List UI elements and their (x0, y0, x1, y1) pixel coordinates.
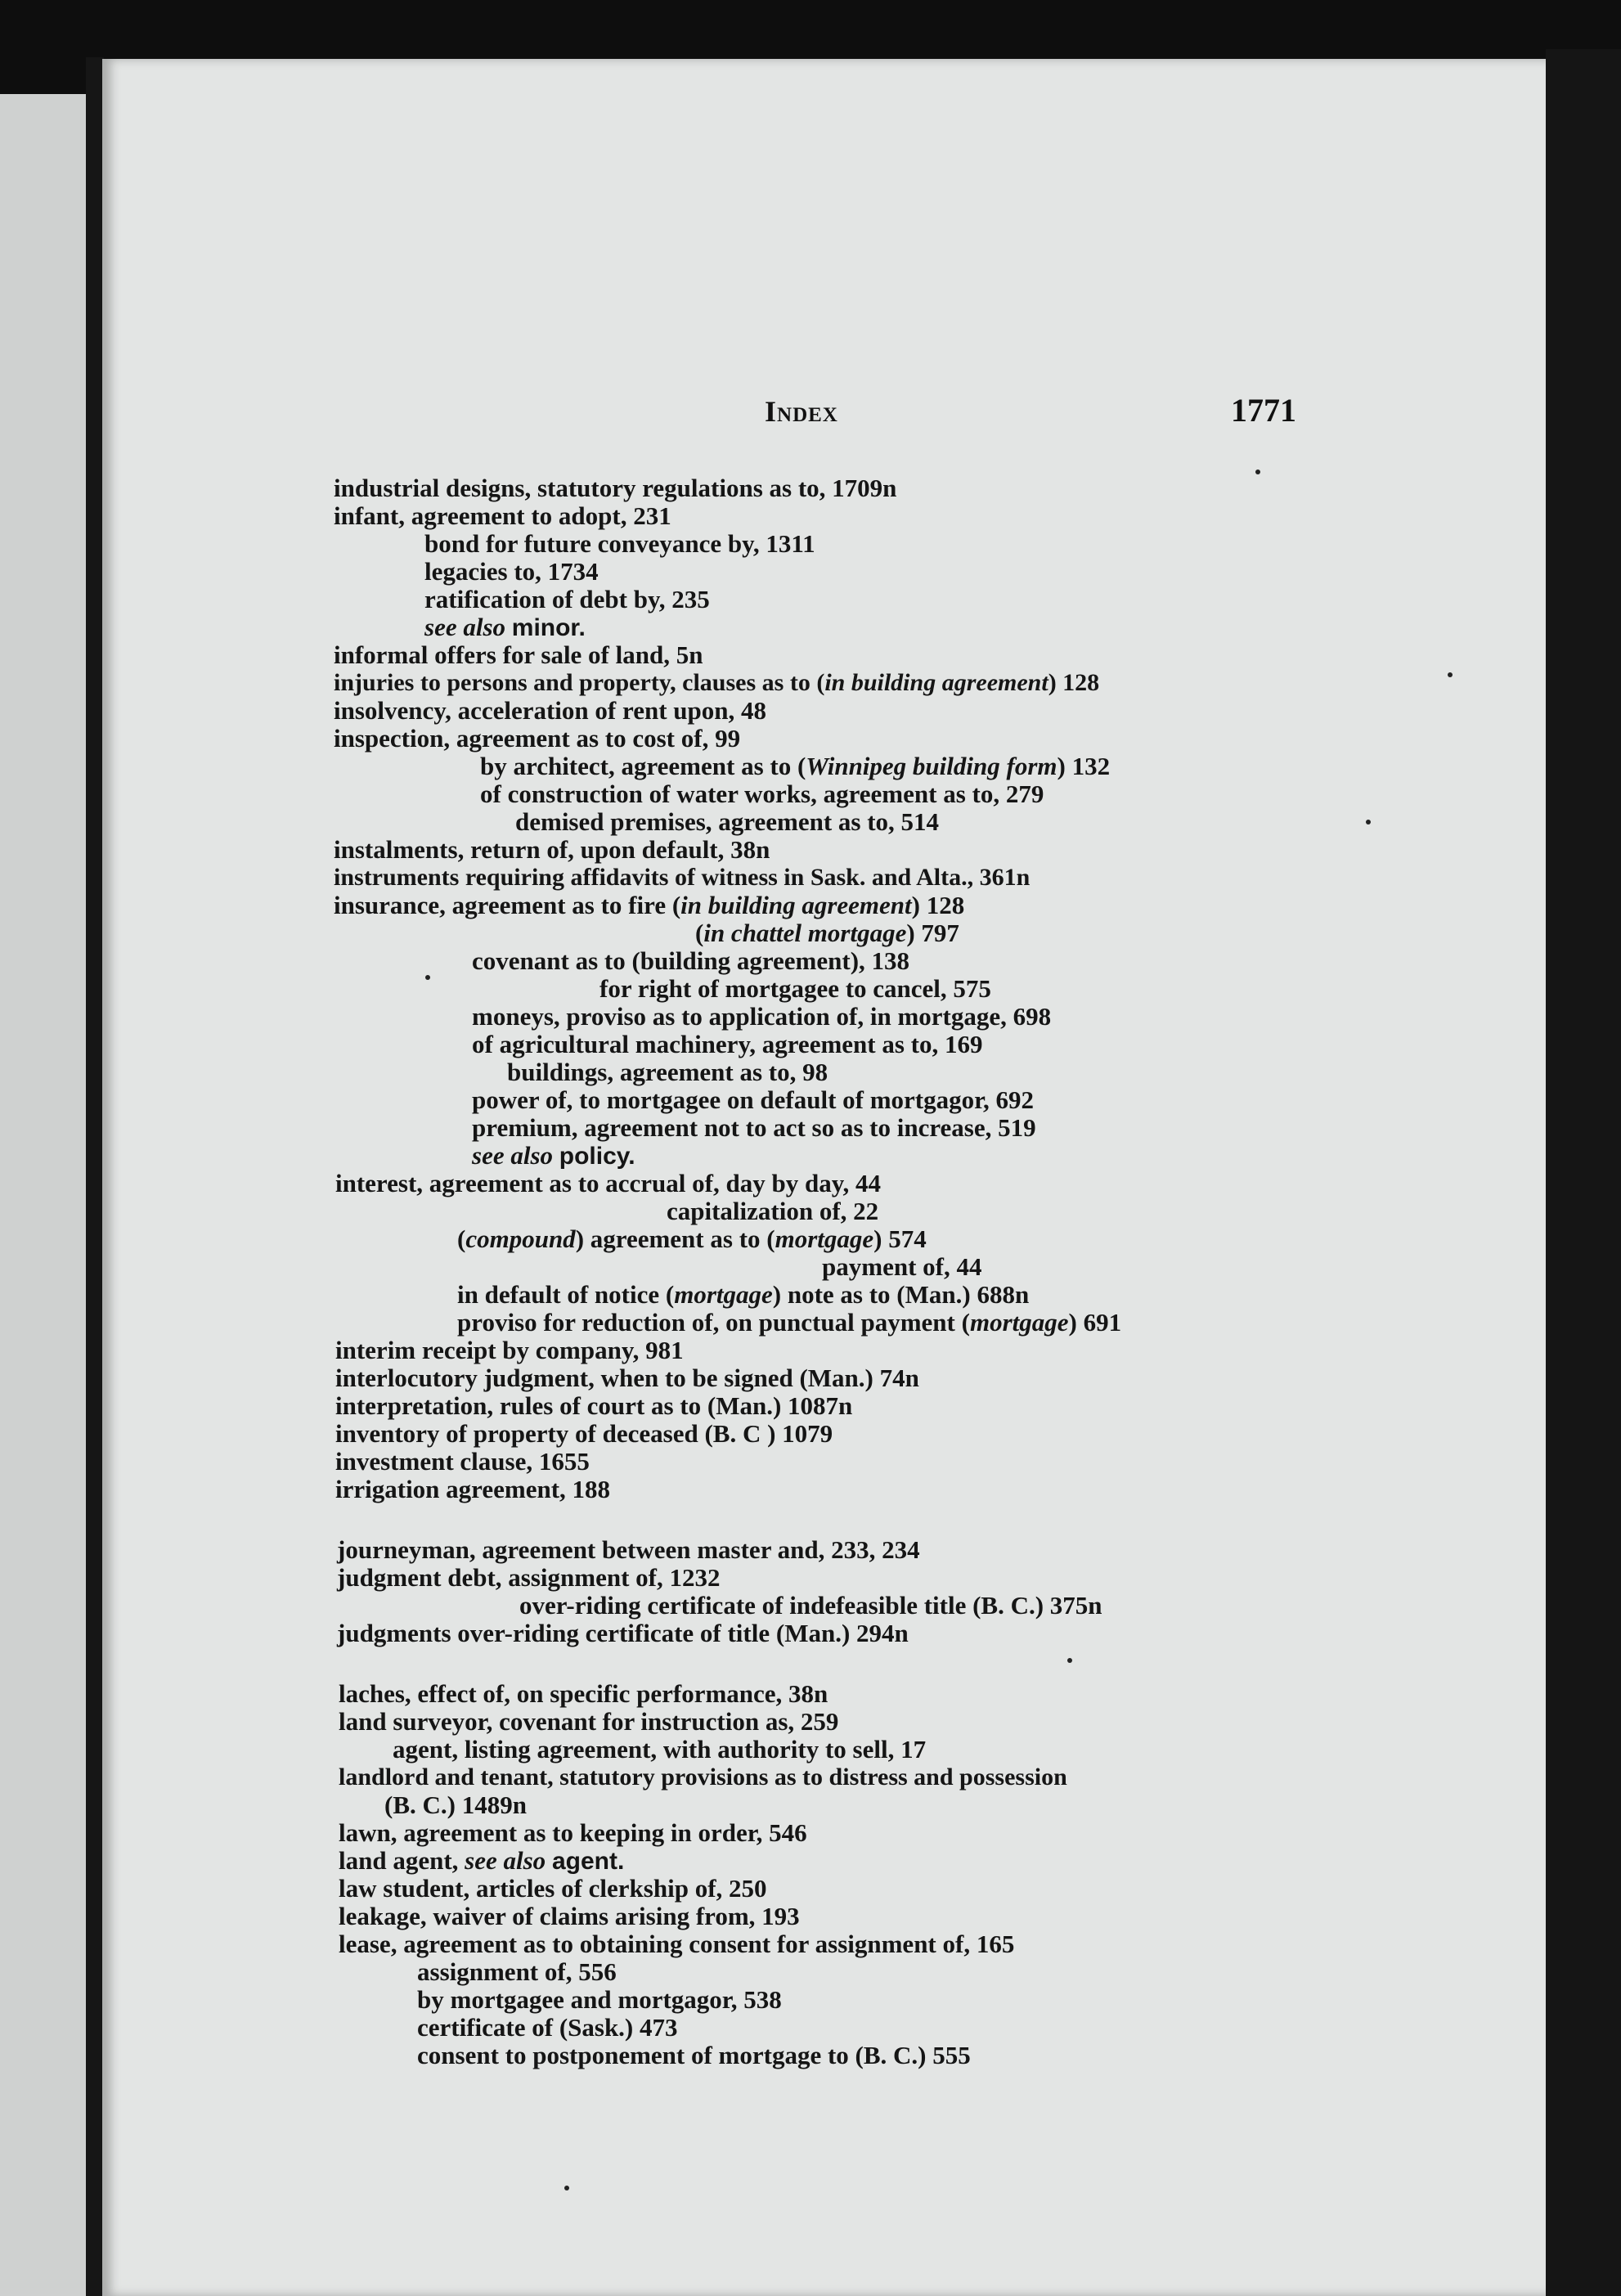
speck (564, 2186, 569, 2190)
index-entry: premium, agreement not to act so as to increase, 519 (472, 1113, 1036, 1142)
index-entry: investment clause, 1655 (335, 1447, 590, 1476)
speck (1366, 820, 1371, 824)
index-entry: interim receipt by company, 981 (335, 1336, 684, 1364)
running-head: Index (765, 395, 838, 428)
index-entry: interlocutory judgment, when to be signed (Man.) 74n (335, 1364, 919, 1392)
index-entry: (compound) agreement as to (mortgage) 574 (457, 1224, 927, 1253)
index-entry: power of, to mortgagee on default of mortgagor, 692 (472, 1085, 1035, 1114)
index-entries (102, 59, 1546, 2296)
index-entry: leakage, waiver of claims arising from, 193 (339, 1902, 800, 1930)
index-entry: instalments, return of, upon default, 38n (334, 835, 770, 864)
index-entry: in default of notice (mortgage) note as to (Man.) 688n (457, 1280, 1030, 1309)
index-entry: proviso for reduction of, on punctual payment (mortgage) 691 (457, 1308, 1122, 1337)
speck (1067, 1658, 1072, 1663)
index-entry: interest, agreement as to accrual of, day by day, 44 (335, 1169, 881, 1197)
index-entry: buildings, agreement as to, 98 (507, 1058, 828, 1086)
index-entry: agent, listing agreement, with authority to sell, 17 (393, 1735, 927, 1764)
index-entry: by architect, agreement as to (Winnipeg building form) 132 (480, 752, 1111, 780)
index-entry: capitalization of, 22 (667, 1197, 879, 1225)
index-entry: irrigation agreement, 188 (335, 1475, 611, 1503)
index-entry: law student, articles of clerkship of, 250 (339, 1874, 767, 1903)
index-entry: journeyman, agreement between master and, 233, 234 (337, 1535, 920, 1564)
speck (1448, 672, 1453, 677)
index-entry: inventory of property of deceased (B. C ) 1079 (335, 1419, 833, 1448)
book-spine (86, 57, 104, 2296)
index-entry: ratification of debt by, 235 (424, 585, 710, 613)
adjacent-page-edge (0, 94, 86, 2296)
index-entry: insurance, agreement as to fire (in building agreement) 128 (334, 891, 965, 919)
index-entry: of construction of water works, agreement as to, 279 (480, 780, 1044, 808)
index-entry: insolvency, acceleration of rent upon, 48 (334, 696, 766, 725)
index-entry: (in chattel mortgage) 797 (695, 919, 959, 947)
speck (1255, 470, 1260, 474)
speck (425, 975, 430, 980)
index-entry: payment of, 44 (822, 1252, 982, 1281)
index-entry: industrial designs, statutory regulations as to, 1709n (334, 474, 897, 502)
index-entry: judgment debt, assignment of, 1232 (337, 1563, 721, 1592)
index-entry: infant, agreement to adopt, 231 (334, 501, 671, 530)
index-entry: certificate of (Sask.) 473 (417, 2013, 678, 2042)
index-entry: land surveyor, covenant for instruction as, 259 (339, 1707, 839, 1736)
index-entry: for right of mortgagee to cancel, 575 (599, 974, 991, 1003)
index-entry: see also policy. (472, 1141, 635, 1170)
index-entry: (B. C.) 1489n (384, 1791, 527, 1819)
index-entry: land agent, see also agent. (339, 1846, 625, 1875)
index-entry: of agricultural machinery, agreement as to, 169 (472, 1030, 983, 1058)
index-entry: judgments over-riding certificate of title (Man.) 294n (337, 1619, 909, 1647)
index-entry: demised premises, agreement as to, 514 (515, 807, 940, 836)
index-entry: instruments requiring affidavits of witness in Sask. and Alta., 361n (334, 864, 1031, 891)
index-entry: covenant as to (building agreement), 138 (472, 946, 910, 975)
index-entry: injuries to persons and property, clauses as to (in building agreement) 128 (334, 669, 1100, 696)
index-entry: landlord and tenant, statutory provisions as to distress and possession (339, 1764, 1067, 1791)
index-entry: consent to postponement of mortgage to (B. C.) 555 (417, 2041, 971, 2069)
index-entry: assignment of, 556 (417, 1957, 617, 1986)
index-entry: bond for future conveyance by, 1311 (424, 529, 815, 558)
index-entry: lease, agreement as to obtaining consent for assignment of, 165 (339, 1930, 1015, 1958)
index-entry: informal offers for sale of land, 5n (334, 640, 703, 669)
index-entry: laches, effect of, on specific performance, 38n (339, 1679, 828, 1708)
index-entry: legacies to, 1734 (424, 557, 599, 586)
index-entry: interpretation, rules of court as to (Man.) 1087n (335, 1391, 853, 1420)
index-entry: see also minor. (424, 613, 586, 641)
index-entry: by mortgagee and mortgagor, 538 (417, 1985, 782, 2014)
index-entry: over-riding certificate of indefeasible title (B. C.) 375n (519, 1591, 1102, 1620)
scan-background (1546, 49, 1621, 2296)
index-entry: inspection, agreement as to cost of, 99 (334, 724, 741, 753)
page-number: 1771 (1231, 392, 1296, 429)
index-entry: moneys, proviso as to application of, in mortgage, 698 (472, 1002, 1052, 1031)
index-page (102, 59, 1546, 2296)
index-entry: lawn, agreement as to keeping in order, 546 (339, 1818, 807, 1847)
